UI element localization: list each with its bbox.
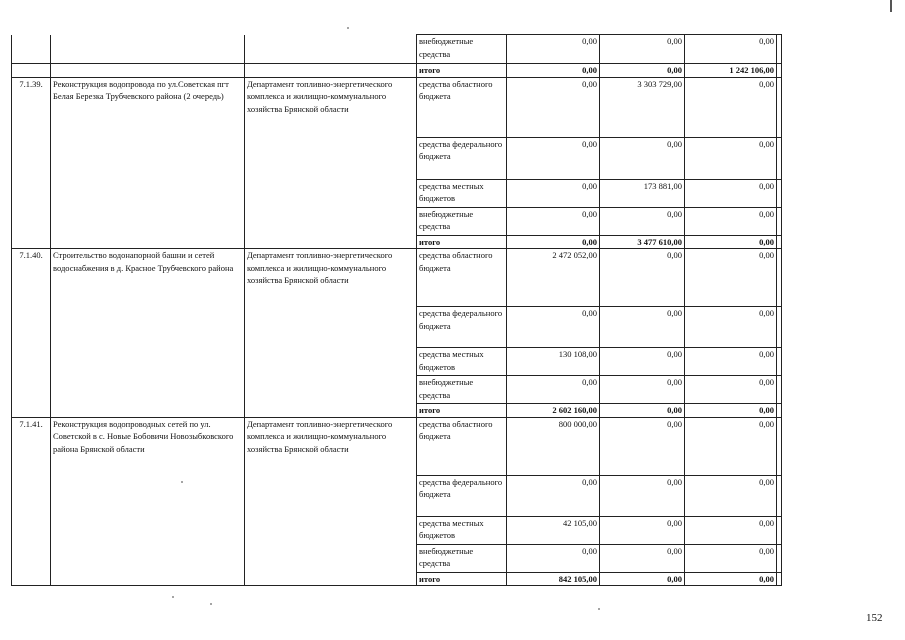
source-label: средства областного бюджета xyxy=(417,249,507,307)
total-amount-cell: 3 477 610,00 xyxy=(600,235,685,249)
total-amount-cell: 0,00 xyxy=(600,572,685,586)
extra-cell xyxy=(777,235,782,249)
total-amount-cell: 0,00 xyxy=(685,404,777,418)
source-label: средства областного бюджета xyxy=(417,417,507,475)
amount-cell: 0,00 xyxy=(685,249,777,307)
amount-cell: 0,00 xyxy=(685,544,777,572)
scan-edge-mark xyxy=(890,0,892,12)
project-index: 7.1.39. xyxy=(12,77,51,249)
amount-cell: 2 472 052,00 xyxy=(507,249,600,307)
project-name: Реконструкция водопроводных сетей по ул. Советской в с. Новые Бобовичи Новозыбковского района Брянской области xyxy=(51,417,245,586)
total-amount-cell: 0,00 xyxy=(600,64,685,78)
table-row xyxy=(12,64,782,78)
index-cell xyxy=(12,35,51,64)
amount-cell: 0,00 xyxy=(600,475,685,516)
project-executor: Департамент топливно-энергетического комплекса и жилищно-коммунального хозяйства Брянской области xyxy=(245,77,417,249)
amount-cell: 0,00 xyxy=(685,417,777,475)
amount-cell: 0,00 xyxy=(685,348,777,376)
amount-cell: 42 105,00 xyxy=(507,516,600,544)
amount-cell: 173 881,00 xyxy=(600,179,685,207)
total-amount-cell: 2 602 160,00 xyxy=(507,404,600,418)
project-name: Строительство водонапорной башни и сетей водоснабжения в д. Красное Трубчевского района xyxy=(51,249,245,418)
extra-cell xyxy=(777,307,782,348)
amount-cell: 0,00 xyxy=(600,376,685,404)
project-index: 7.1.40. xyxy=(12,249,51,418)
extra-cell xyxy=(777,249,782,307)
amount-cell: 0,00 xyxy=(685,475,777,516)
extra-cell xyxy=(777,64,782,78)
amount-cell: 0,00 xyxy=(685,77,777,137)
project-executor: Департамент топливно-энергетического комплекса и жилищно-коммунального хозяйства Брянской области xyxy=(245,417,417,586)
total-amount-cell: 0,00 xyxy=(685,572,777,586)
extra-cell xyxy=(777,348,782,376)
source-label: средства федерального бюджета xyxy=(417,307,507,348)
scan-speck xyxy=(172,596,174,598)
amount-cell: 0,00 xyxy=(600,417,685,475)
extra-cell xyxy=(777,516,782,544)
amount-cell: 0,00 xyxy=(507,207,600,235)
source-label: средства местных бюджетов xyxy=(417,348,507,376)
scan-speck xyxy=(210,603,212,605)
total-amount-cell: 842 105,00 xyxy=(507,572,600,586)
amount-cell: 0,00 xyxy=(507,544,600,572)
amount-cell: 0,00 xyxy=(600,348,685,376)
amount-cell: 0,00 xyxy=(600,249,685,307)
amount-cell: 3 303 729,00 xyxy=(600,77,685,137)
amount-cell: 0,00 xyxy=(600,544,685,572)
amount-cell: 0,00 xyxy=(685,376,777,404)
total-amount-cell: 0,00 xyxy=(685,235,777,249)
amount-cell: 0,00 xyxy=(507,179,600,207)
source-label: средства областного бюджета xyxy=(417,77,507,137)
amount-cell: 0,00 xyxy=(600,35,685,64)
extra-cell xyxy=(777,179,782,207)
extra-cell xyxy=(777,544,782,572)
extra-cell xyxy=(777,77,782,137)
source-label: внебюджетные средства xyxy=(417,207,507,235)
extra-cell xyxy=(777,137,782,179)
total-amount-cell: 0,00 xyxy=(507,64,600,78)
amount-cell: 0,00 xyxy=(507,77,600,137)
amount-cell: 0,00 xyxy=(685,137,777,179)
project-index: 7.1.41. xyxy=(12,417,51,586)
total-amount-cell: 0,00 xyxy=(600,404,685,418)
amount-cell: 0,00 xyxy=(685,35,777,64)
amount-cell: 0,00 xyxy=(685,516,777,544)
amount-cell: 130 108,00 xyxy=(507,348,600,376)
total-label: итого xyxy=(417,64,507,78)
table-row xyxy=(12,77,782,137)
scan-speck xyxy=(598,608,600,610)
source-label: средства федерального бюджета xyxy=(417,475,507,516)
amount-cell: 0,00 xyxy=(507,307,600,348)
project-name-cell xyxy=(51,35,245,64)
project-executor: Департамент топливно-энергетического комплекса и жилищно-коммунального хозяйства Брянской области xyxy=(245,249,417,418)
extra-cell xyxy=(777,417,782,475)
table-row xyxy=(12,417,782,475)
total-amount-cell: 1 242 106,00 xyxy=(685,64,777,78)
amount-cell: 0,00 xyxy=(507,137,600,179)
index-cell xyxy=(12,64,51,78)
table-row xyxy=(12,249,782,307)
amount-cell: 0,00 xyxy=(685,207,777,235)
table-row xyxy=(12,35,782,64)
amount-cell: 0,00 xyxy=(600,307,685,348)
scan-speck xyxy=(347,27,349,29)
executor-cell xyxy=(245,35,417,64)
project-name-cell xyxy=(51,64,245,78)
total-amount-cell: 0,00 xyxy=(507,235,600,249)
source-label: средства местных бюджетов xyxy=(417,516,507,544)
page-number: 152 xyxy=(866,612,883,624)
amount-cell: 0,00 xyxy=(600,207,685,235)
source-label: внебюджетные средства xyxy=(417,35,507,64)
amount-cell: 800 000,00 xyxy=(507,417,600,475)
total-label: итого xyxy=(417,572,507,586)
source-label: внебюджетные средства xyxy=(417,544,507,572)
source-label: средства местных бюджетов xyxy=(417,179,507,207)
amount-cell: 0,00 xyxy=(685,179,777,207)
extra-cell xyxy=(777,376,782,404)
budget-table xyxy=(11,34,782,586)
source-label: средства федерального бюджета xyxy=(417,137,507,179)
total-label: итого xyxy=(417,235,507,249)
project-name: Реконструкция водопровода по ул.Советская пгт Белая Березка Трубчевского района (2 очередь) xyxy=(51,77,245,249)
extra-cell xyxy=(777,572,782,586)
amount-cell: 0,00 xyxy=(507,376,600,404)
total-label: итого xyxy=(417,404,507,418)
amount-cell: 0,00 xyxy=(685,307,777,348)
executor-cell xyxy=(245,64,417,78)
source-label: внебюджетные средства xyxy=(417,376,507,404)
extra-cell xyxy=(777,404,782,418)
amount-cell: 0,00 xyxy=(507,475,600,516)
amount-cell: 0,00 xyxy=(600,516,685,544)
extra-cell xyxy=(777,35,782,64)
extra-cell xyxy=(777,475,782,516)
amount-cell: 0,00 xyxy=(600,137,685,179)
extra-cell xyxy=(777,207,782,235)
amount-cell: 0,00 xyxy=(507,35,600,64)
